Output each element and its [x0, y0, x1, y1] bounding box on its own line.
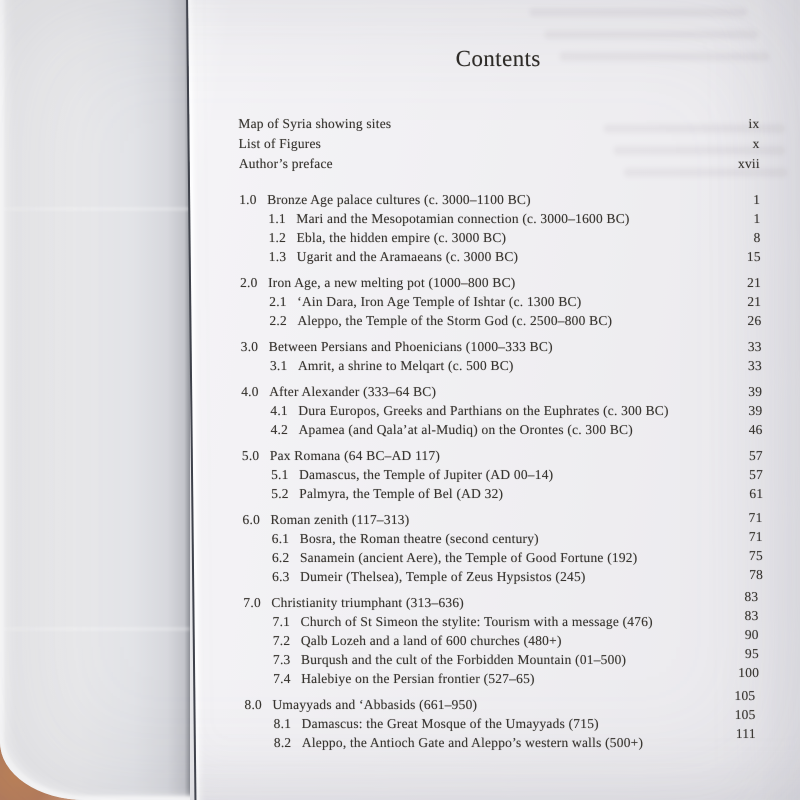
toc-entry-title: Ebla, the hidden empire (c. 3000 BC)	[296, 230, 507, 245]
toc-page-number: ix	[748, 116, 760, 131]
toc-entry-number: 6.1	[271, 531, 290, 546]
toc-page-number: 71	[748, 529, 763, 544]
toc-subsection-row	[242, 465, 763, 484]
toc-entry-number: 2.0	[239, 275, 258, 290]
toc-entry-number: 6.0	[242, 512, 261, 527]
toc-entry-number: 7.1	[272, 614, 291, 629]
toc-section-row	[243, 589, 764, 612]
toc-subsection-row	[240, 292, 761, 311]
toc-entry-number: 7.4	[273, 671, 291, 686]
toc-section	[242, 510, 764, 586]
toc-page-number: 33	[747, 358, 762, 373]
toc-entry-title: Mari and the Mesopotamian connection (c. 3000–1600 BC)	[296, 211, 630, 226]
toc-entry-title: Qalb Lozeh and a land of 600 churches (480+)	[300, 633, 562, 648]
toc-page-number: xvii	[737, 156, 760, 171]
toc-entry-title: List of Figures	[238, 136, 322, 151]
toc-section-row	[241, 337, 762, 356]
toc-entry-title: Burqush and the cult of the Forbidden Mountain (01–500)	[300, 652, 627, 667]
page-crease	[0, 208, 190, 210]
toc-entry-number: 1.2	[268, 230, 287, 245]
toc-section	[244, 688, 766, 752]
toc-entry-title: Aleppo, the Antioch Gate and Aleppo’s western walls (500+)	[301, 735, 644, 750]
toc-section	[240, 273, 762, 330]
toc-entry-title: Sanamein (ancient Aere), the Temple of Good Fortune (192)	[299, 550, 638, 565]
toc-entry-number: 2.2	[269, 313, 287, 328]
toc-subsection-row	[244, 627, 765, 650]
toc-subsection-row	[245, 707, 766, 733]
toc-page-number: 46	[748, 422, 763, 437]
toc-entry-title: Pax Romana (64 BC–AD 117)	[269, 448, 441, 463]
toc-entry-title: Aleppo, the Temple of the Storm God (c. 2500–800 BC)	[297, 313, 613, 328]
toc-page-number: 33	[747, 339, 762, 354]
toc-subsection-row	[241, 420, 762, 439]
toc-page-number: 105	[734, 707, 756, 722]
toc-page-number: 71	[748, 510, 763, 525]
toc-subsection-row	[243, 529, 764, 548]
toc-page-number: 78	[749, 567, 764, 582]
toc-entry-title: Bronze Age palace cultures (c. 3000–1100 BC)	[267, 192, 531, 207]
toc-entry-number: 8.0	[244, 697, 263, 712]
toc-entry-title: Author’s preface	[238, 156, 333, 171]
contents-page	[186, 0, 800, 800]
toc-section	[239, 190, 761, 266]
toc-page-number: 61	[749, 486, 764, 501]
toc-page-number: 105	[734, 688, 756, 703]
toc-page-number: 57	[748, 448, 763, 463]
toc-page-number: 100	[738, 665, 760, 680]
toc-section	[241, 337, 762, 375]
toc-entry-number: 8.1	[273, 716, 292, 731]
toc-entry-number: 6.2	[271, 550, 290, 565]
toc-entry-number: 1.3	[268, 249, 287, 264]
toc-entry-title: Roman zenith (117–313)	[270, 512, 410, 527]
toc-subsection-row	[243, 608, 764, 631]
toc-entry-number: 2.1	[269, 294, 287, 309]
toc-page-number: x	[752, 136, 760, 151]
toc-page-number: 39	[748, 403, 763, 418]
toc-page-number: 57	[749, 467, 764, 482]
toc-subsection-row	[244, 646, 765, 669]
toc-subsection-row	[245, 726, 766, 752]
toc-subsection-row	[241, 356, 762, 375]
toc-entry-number: 4.0	[241, 384, 259, 399]
toc-page-number: 75	[748, 548, 763, 563]
front-matter-row	[239, 154, 760, 174]
toc-entry-number: 7.3	[272, 652, 291, 667]
toc-page-number: 90	[744, 627, 759, 642]
toc-entry-number: 6.3	[272, 569, 290, 584]
toc-entry-title: Between Persians and Phoenicians (1000–333 BC)	[268, 339, 553, 354]
toc-section-row	[240, 273, 761, 292]
previous-pages-stack	[0, 0, 190, 800]
toc-page-number: 95	[744, 646, 759, 661]
toc-subsection-row	[242, 484, 763, 503]
toc-page-number: 8	[753, 230, 761, 245]
toc-entry-title: Iron Age, a new melting pot (1000–800 BC)	[267, 275, 516, 290]
toc-entry-title: Christianity triumphant (313–636)	[271, 595, 465, 610]
toc-page-number: 15	[746, 249, 761, 264]
toc-page-number: 26	[747, 313, 762, 328]
toc-entry-number: 3.1	[269, 358, 288, 373]
toc-subsection-row	[240, 311, 761, 330]
toc-page-number: 21	[747, 275, 762, 290]
toc-entry-number: 4.2	[270, 422, 289, 437]
toc-entry-number: 5.2	[271, 486, 289, 501]
toc-page-number: 111	[735, 726, 756, 741]
toc-page-number: 1	[753, 211, 761, 226]
toc-entry-number: 5.0	[241, 448, 260, 463]
toc-entry-number: 5.1	[270, 467, 289, 482]
toc-entry-title: Damascus: the Great Mosque of the Umayyads (715)	[301, 716, 599, 731]
toc-section	[243, 589, 765, 688]
toc-subsection-row	[239, 209, 760, 228]
toc-section	[241, 382, 763, 439]
toc-entry-title: Ugarit and the Aramaeans (c. 3000 BC)	[296, 249, 519, 264]
toc-section-row	[239, 190, 760, 209]
toc-entry-title: Bosra, the Roman theatre (second century)	[299, 531, 539, 546]
toc-subsection-row	[240, 247, 761, 266]
toc-section-row	[244, 688, 765, 714]
toc-section-row	[242, 510, 763, 529]
front-matter-row	[238, 134, 759, 154]
page-crease	[0, 628, 190, 630]
front-matter-row	[238, 114, 759, 134]
toc-content	[237, 0, 766, 752]
toc-page-number: 83	[744, 608, 759, 623]
toc-page-number: 21	[747, 294, 762, 309]
toc-entry-number: 7.2	[272, 633, 291, 648]
toc-section-row	[241, 382, 762, 401]
toc-page-number: 1	[753, 192, 761, 207]
toc-entry-number: 4.1	[270, 403, 288, 418]
toc-entry-number: 8.2	[273, 735, 292, 750]
toc-entry-title: Halebiye on the Persian frontier (527–65)	[301, 671, 535, 686]
toc-entry-title: Apamea (and Qala’at al-Mudiq) on the Orontes (c. 300 BC)	[298, 422, 633, 437]
toc-entry-title: Damascus, the Temple of Jupiter (AD 00–14)	[298, 467, 554, 482]
toc-entry-title: Umayyads and ‘Abbasids (661–950)	[272, 697, 478, 712]
toc-entry-title: Amrit, a shrine to Melqart (c. 500 BC)	[297, 358, 514, 373]
toc-page-number: 83	[744, 589, 759, 604]
toc-entry-title: After Alexander (333–64 BC)	[269, 384, 437, 399]
toc-subsection-row	[241, 401, 762, 420]
toc-entry-title: Church of St Simeon the stylite: Tourism with a message (476)	[300, 614, 653, 629]
page-title: Contents	[455, 46, 541, 71]
toc-entry-number: 7.0	[243, 595, 261, 610]
toc-section-row	[242, 446, 763, 465]
toc-entry-number: 1.1	[268, 211, 286, 226]
toc-page-number: 39	[748, 384, 763, 399]
toc-entry-number: 3.0	[240, 339, 259, 354]
toc-entry-number: 1.0	[239, 192, 257, 207]
toc-entry-title: ‘Ain Dara, Iron Age Temple of Ishtar (c. 1300 BC)	[297, 294, 582, 309]
toc-subsection-row	[244, 665, 765, 688]
toc-entry-title: Map of Syria showing sites	[238, 116, 392, 131]
toc-subsection-row	[243, 567, 764, 586]
toc-section	[242, 446, 764, 503]
toc-subsection-row	[243, 548, 764, 567]
toc-entry-title: Dura Europos, Greeks and Parthians on the Euphrates (c. 300 BC)	[298, 403, 669, 418]
toc-sections	[239, 190, 766, 752]
toc-subsection-row	[239, 228, 760, 247]
front-matter-list	[238, 114, 760, 174]
toc-entry-title: Palmyra, the Temple of Bel (AD 32)	[299, 486, 504, 501]
toc-entry-title: Dumeir (Thelsea), Temple of Zeus Hypsistos (245)	[300, 569, 586, 584]
